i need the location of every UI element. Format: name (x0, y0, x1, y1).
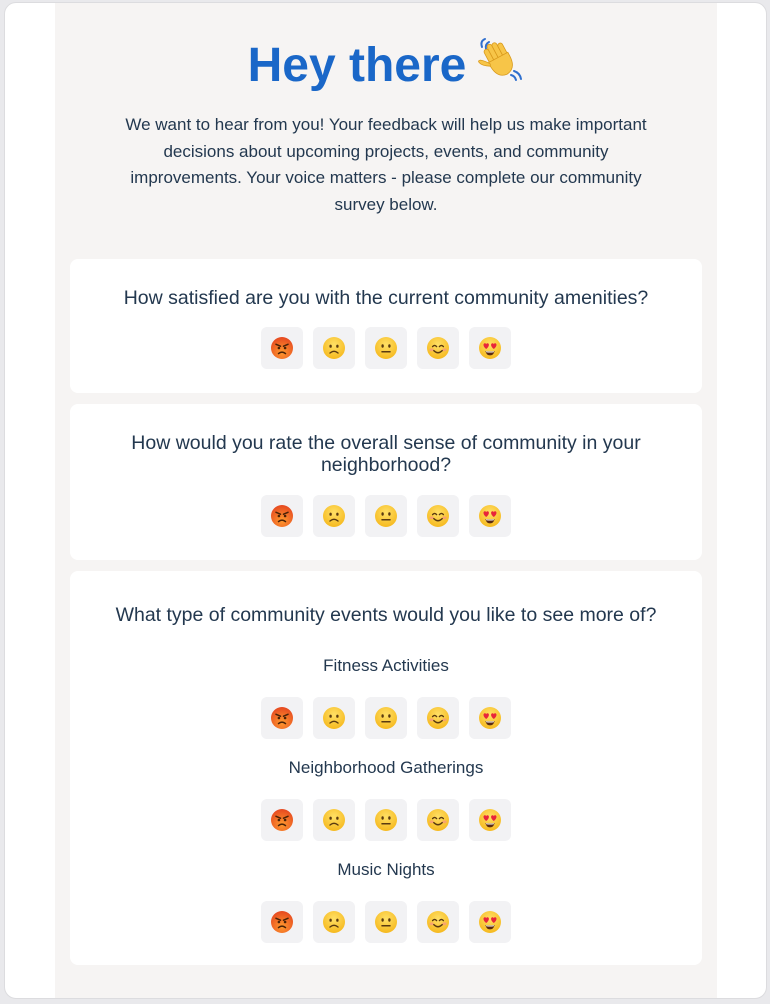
angry-face-icon (270, 336, 294, 360)
survey-panel (55, 3, 717, 998)
rating-button-2[interactable] (313, 495, 355, 537)
rating-button-2[interactable] (313, 799, 355, 841)
rating-button-1[interactable] (261, 495, 303, 537)
sub-item-label-fitness: Fitness Activities (323, 656, 449, 675)
neutral-face-icon (374, 504, 398, 528)
survey-frame (4, 2, 767, 999)
question-text: What type of community events would you like to see more of? (115, 604, 657, 626)
rating-button-4[interactable] (417, 697, 459, 739)
neutral-face-icon (374, 910, 398, 934)
emoji-rating-group (261, 901, 511, 943)
angry-face-icon (270, 910, 294, 934)
heart-eyes-face-icon (478, 504, 502, 528)
rating-button-5[interactable] (469, 495, 511, 537)
sub-item-label-music: Music Nights (337, 860, 435, 879)
rating-button-2[interactable] (313, 327, 355, 369)
rating-button-4[interactable] (417, 327, 459, 369)
rating-button-4[interactable] (417, 495, 459, 537)
rating-button-1[interactable] (261, 799, 303, 841)
question-card-amenities (70, 259, 702, 393)
frowning-face-icon (322, 910, 346, 934)
waving-hand-icon (476, 35, 524, 97)
rating-button-3[interactable] (365, 697, 407, 739)
heart-eyes-face-icon (478, 808, 502, 832)
rating-button-2[interactable] (313, 697, 355, 739)
angry-face-icon (270, 808, 294, 832)
emoji-rating-group (261, 327, 511, 369)
page-title (55, 35, 717, 97)
intro-text: We want to hear from you! Your feedback will help us make important decisions about upcoming projects, events, and community improvements. Your voice matters - please complete our community survey below. (125, 115, 647, 214)
smiling-face-icon (426, 910, 450, 934)
rating-button-1[interactable] (261, 697, 303, 739)
rating-button-3[interactable] (365, 799, 407, 841)
rating-button-4[interactable] (417, 799, 459, 841)
rating-button-3[interactable] (365, 901, 407, 943)
rating-button-5[interactable] (469, 799, 511, 841)
frowning-face-icon (322, 808, 346, 832)
neutral-face-icon (374, 336, 398, 360)
smiling-face-icon (426, 706, 450, 730)
frowning-face-icon (322, 504, 346, 528)
rating-button-5[interactable] (469, 327, 511, 369)
question-text: How satisfied are you with the current community amenities? (123, 287, 649, 309)
smiling-face-icon (426, 808, 450, 832)
angry-face-icon (270, 706, 294, 730)
frowning-face-icon (322, 706, 346, 730)
question-text: How would you rate the overall sense of community in your neighborhood? (131, 432, 641, 476)
question-card-event-types (70, 571, 702, 965)
rating-button-1[interactable] (261, 327, 303, 369)
emoji-rating-group (261, 495, 511, 537)
emoji-rating-group (261, 799, 511, 841)
rating-button-3[interactable] (365, 327, 407, 369)
rating-button-2[interactable] (313, 901, 355, 943)
sub-item-label-gatherings: Neighborhood Gatherings (288, 758, 484, 777)
rating-button-1[interactable] (261, 901, 303, 943)
heart-eyes-face-icon (478, 336, 502, 360)
rating-button-5[interactable] (469, 697, 511, 739)
smiling-face-icon (426, 504, 450, 528)
smiling-face-icon (426, 336, 450, 360)
heart-eyes-face-icon (478, 706, 502, 730)
neutral-face-icon (374, 706, 398, 730)
frowning-face-icon (322, 336, 346, 360)
rating-button-5[interactable] (469, 901, 511, 943)
title-text: Hey there (247, 39, 467, 92)
heart-eyes-face-icon (478, 910, 502, 934)
question-card-sense-of-community (70, 404, 702, 560)
neutral-face-icon (374, 808, 398, 832)
rating-button-4[interactable] (417, 901, 459, 943)
emoji-rating-group (261, 697, 511, 739)
angry-face-icon (270, 504, 294, 528)
rating-button-3[interactable] (365, 495, 407, 537)
